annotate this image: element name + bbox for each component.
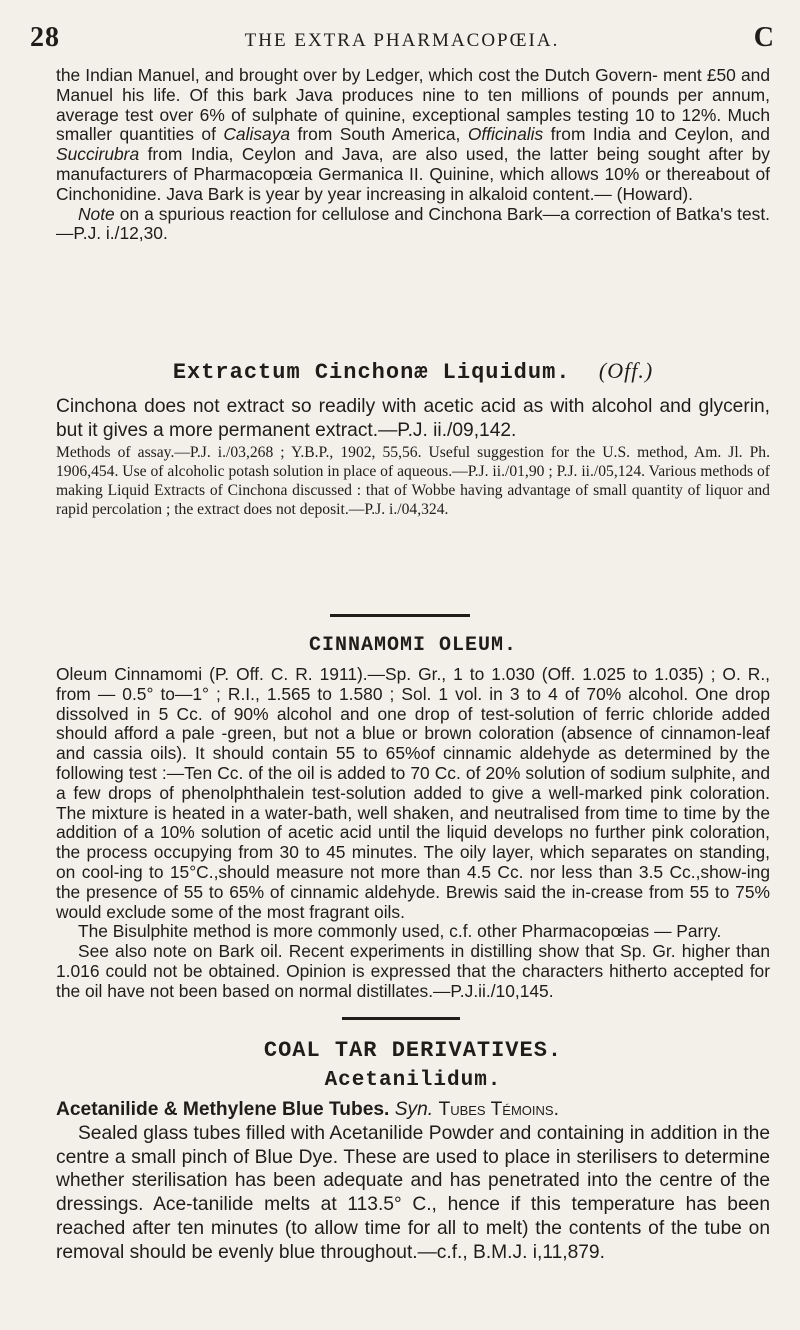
note-paragraph: Note on a spurious reaction for cellulose and Cinchona Bark—a correction of Batka's test.—P.J. i./12,30. (56, 203, 770, 244)
calisaya-term: Calisaya (223, 124, 291, 145)
running-head (30, 22, 774, 62)
coal-tar-section (56, 1038, 770, 1265)
divider-rule (342, 1017, 460, 1020)
coal-tar-heading: COAL TAR DERIVATIVES. (263, 1038, 563, 1063)
acetanilide-description: Sealed glass tubes filled with Acetanilide Powder and containing in addition in the centre a small pinch of Blue Dye. These are used to place in sterilisers to determine whether sterilisation has been adequate and has penetrated into the centre of the dressings. Ace-tanilide melts at 113.5° C., hence if this temperature has been reached after ten minutes (to allow time for all to melt) the contents of the tube on removal should be evenly blue throughout.—c.f., B.M.J. i,11,879. (56, 1122, 770, 1263)
oleum-paragraph-3: See also note on Bark oil. Recent experiments in distilling show that Sp. Gr. higher than 1.016 could not be obtained. Opinion is expressed that the characters hitherto accepted for the oil have not been based on normal distillates.—P.J.ii./10,145. (56, 941, 770, 1001)
succirubra-term: Succirubra (56, 144, 140, 165)
oleum-paragraph-2: The Bisulphite method is more commonly used, c.f. other Pharmacopœias — Parry. (78, 921, 722, 942)
oleum-paragraph-1: Oleum Cinnamomi (P. Off. C. R. 1911).—Sp. Gr., 1 to 1.030 (Off. 1.025 to 1.035) ; O. R., from — 0.5° to—1° ; R.I., 1.565 to 1.580 ; Sol. 1 vol. in 3 to 4 of 70% alcohol. One drop dissolved in 5 Cc. of 90% alcohol and one drop of test-solution of ferric chloride added should afford a pale -green, but not a blue or brown coloration (absence of cinnamon-leaf and cassia oils). It should contain 55 to 65%of cinnamic aldehyde as determined by the following test :—Ten Cc. of the oil is added to 70 Cc. of 20% solution of sodium sulphite, and a few drops of phenolphthalein test-solution added to give a well-marked pink coloration. The mixture is heated in a water-bath, well shaken, and neutralised from time to time by the addition of a 10% solution of acetic acid until the liquid develops no further pink coloration, the process occupying from 30 to 45 minutes. The oily layer, which separates on standing, on cool-ing to 15°C.,should measure not more than 4.5 Cc. nor less than 3.5 Cc.,show-ing the presence of 55 to 65% of cinnamic aldehyde. Brewis said the in-crease from 55 to 75% would exclude some of the most fragrant oils. (56, 664, 770, 922)
acetanilidum-subheading: Acetanilidum. (324, 1069, 502, 1092)
syn-label: Syn. (394, 1099, 434, 1120)
extractum-heading: Extractum Cinchonæ Liquidum. (Off.) (172, 358, 654, 385)
cinchona-paragraph: the Indian Manuel, and brought over by Ledger, which cost the Dutch Govern- ment £50 and Manuel his life. Of this bark Java produces nine to ten millions of pounds per annum, average test over 6% of sulphate of quinine, exceptional samples testing 10 to 12%. Much smaller quantities of Calisaya from South America, Officinalis from India and Ceylon, and Succirubra from India, Ceylon and Java, are also used, the latter being sought after by manufacturers of Pharmacopœia Germanica II. Quinine, which allows 10% or thereabout of Cinchonidine. Java Bark is year by year increasing in alkaloid content.— (Howard). (56, 65, 771, 204)
entry-title: Acetanilide & Methylene Blue Tubes. (56, 1099, 390, 1120)
section-letter: C (753, 22, 774, 53)
oleum-heading: CINNAMOMI OLEUM. (308, 634, 518, 657)
oleum-section (56, 634, 770, 1002)
extractum-lead: Cinchona does not extract so readily with acetic acid as with alcohol and glycerin, but it gives a more permanent extract.—P.J. ii./09,142. (56, 396, 770, 441)
page-number: 28 (30, 22, 60, 53)
cinchona-continued (56, 66, 770, 244)
acetanilide-entry (56, 1098, 770, 1122)
note-label: Note (78, 203, 115, 224)
extractum-section (56, 358, 770, 519)
extractum-methods: Methods of assay.—P.J. i./03,268 ; Y.B.P., 1902, 55,56. Useful suggestion for the U.S. method, Am. Jl. Ph. 1906,454. Use of alcoholic potash solution in place of aqueous.—P.J. ii./01,90 ; P.J. ii./05,124. Various methods of making Liquid Extracts of Cinchona discussed : that of Wobbe having advantage of small quantity of liquor and rapid percolation ; the extract does not deposit.—P.J. i./04,324. (56, 443, 770, 519)
officinalis-term: Officinalis (467, 124, 544, 145)
syn-value: Tubes Témoins. (438, 1099, 559, 1120)
divider-rule (330, 614, 470, 617)
running-title: THE EXTRA PHARMACOPŒIA. (244, 30, 560, 51)
